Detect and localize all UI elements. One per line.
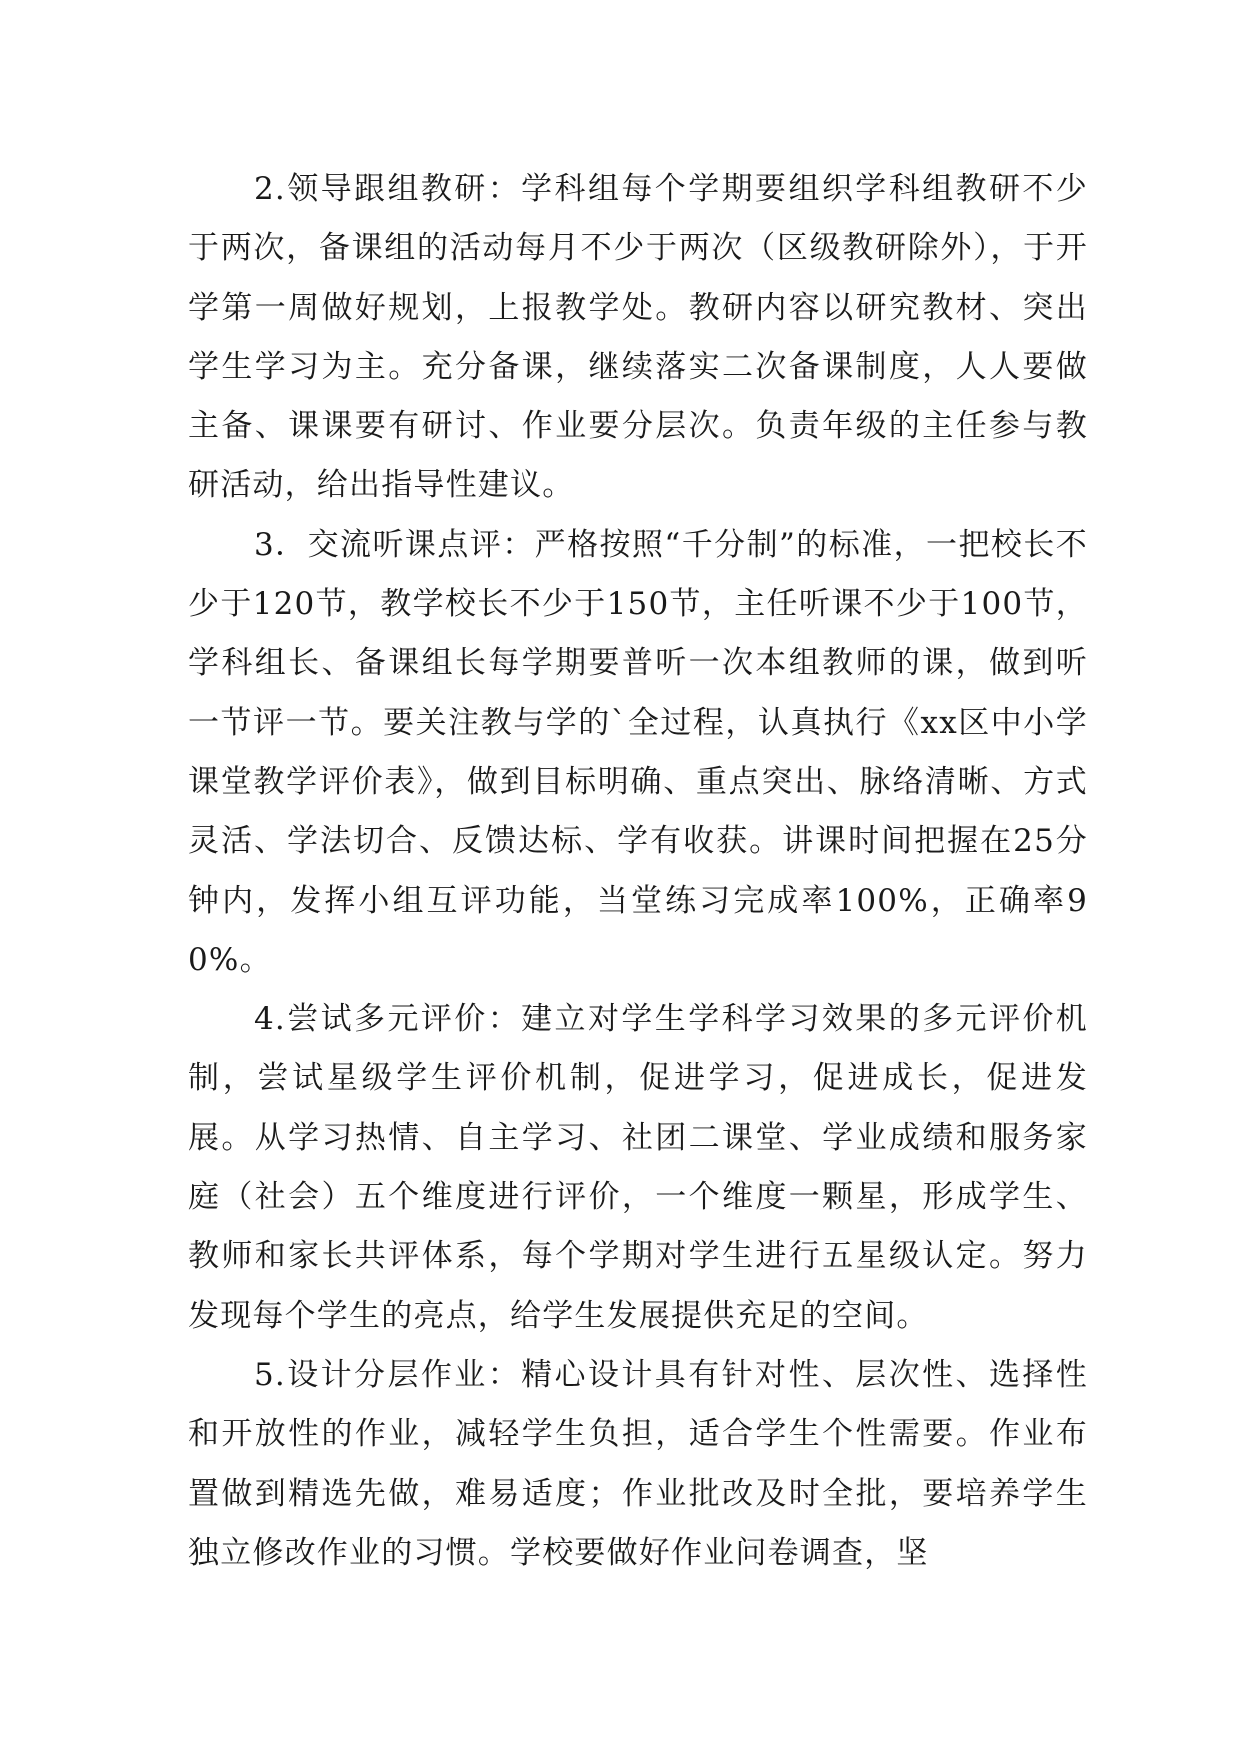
- paragraph-multi-evaluation: 4.尝试多元评价：建立对学生学科学习效果的多元评价机制，尝试星级学生评价机制，促进学习，促进成长，促进发展。从学习热情、自主学习、社团二课堂、学业成绩和服务家庭（社会）五个维度进行评价，一个维度一颗星，形成学生、教师和家长共评体系，每个学期对学生进行五星级认定。努力发现每个学生的亮点，给学生发展提供充足的空间。: [188, 1001, 1088, 1334]
- paragraph-lesson-observation: 3．交流听课点评：严格按照“千分制”的标准，一把校长不少于120节，教学校长不少于150节，主任听课不少于100节，学科组长、备课组长每学期要普听一次本组教师的课，做到听一节评一节。要关注教与学的`全过程，认真执行《xx区中小学课堂教学评价表》，做到目标明确、重点突出、脉络清晰、方式灵活、学法切合、反馈达标、学有收获。讲课时间把握在25分钟内，发挥小组互评功能，当堂练习完成率100%，正确率90%。: [188, 526, 1088, 978]
- paragraph-layered-homework: 5.设计分层作业：精心设计具有针对性、层次性、选择性和开放性的作业，减轻学生负担，适合学生个性需要。作业布置做到精选先做，难易适度；作业批改及时全批，要培养学生独立修改作业的习惯。学校要做好作业问卷调查，坚: [188, 1356, 1088, 1571]
- document-body: [188, 160, 1088, 1583]
- paragraph-leadership-research: 2.领导跟组教研：学科组每个学期要组织学科组教研不少于两次，备课组的活动每月不少于两次（区级教研除外），于开学第一周做好规划，上报教学处。教研内容以研究教材、突出学生学习为主。充分备课，继续落实二次备课制度，人人要做主备、课课要有研讨、作业要分层次。负责年级的主任参与教研活动，给出指导性建议。: [188, 171, 1088, 504]
